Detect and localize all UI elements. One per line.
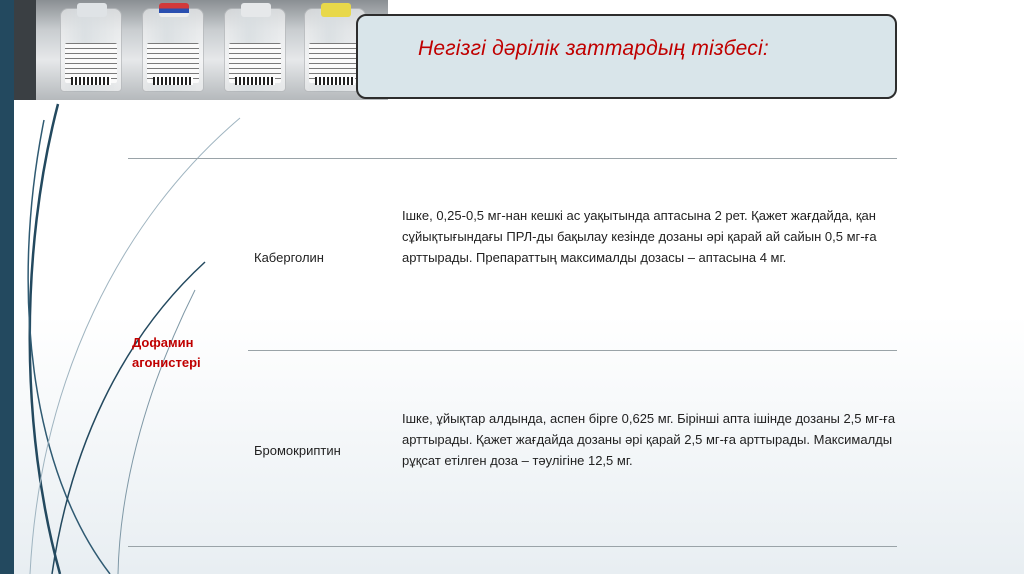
drug-description-bromocriptine: Ішке, ұйықтар алдында, аспен бірге 0,625 мг. Бірінші апта ішінде дозаны 2,5 мг-ға арттырады. Қажет жағдайда дозаны әрі қарай 2,5 мг-ға арттырады. Максималды рұқсат етілген доза – тәулігіне 12,5 мг. [402,411,896,468]
table-top-border [128,158,897,159]
table-bottom-border [128,546,897,547]
drug-name-bromocriptine: Бромокриптин [254,443,341,458]
row-divider [248,350,897,351]
drug-description-cabergoline: Ішке, 0,25-0,5 мг-нан кешкі ас уақытында аптасына 2 рет. Қажет жағдайда, қан сұйықтығындағы ПРЛ-ды бақылау кезінде дозаны әрі қарай ай сайын 0,5 мг-ға арттырады. Препараттың максималды дозасы – аптасына 4 мг. [402,208,877,265]
page-title: Негізгі дәрілік заттардың тізбесі: [418,37,769,60]
drug-name-cabergoline: Каберголин [254,250,324,265]
group-label-dopamine-agonists: Дофамин агонистері [132,335,201,370]
medicine-vials-photo [14,0,388,100]
